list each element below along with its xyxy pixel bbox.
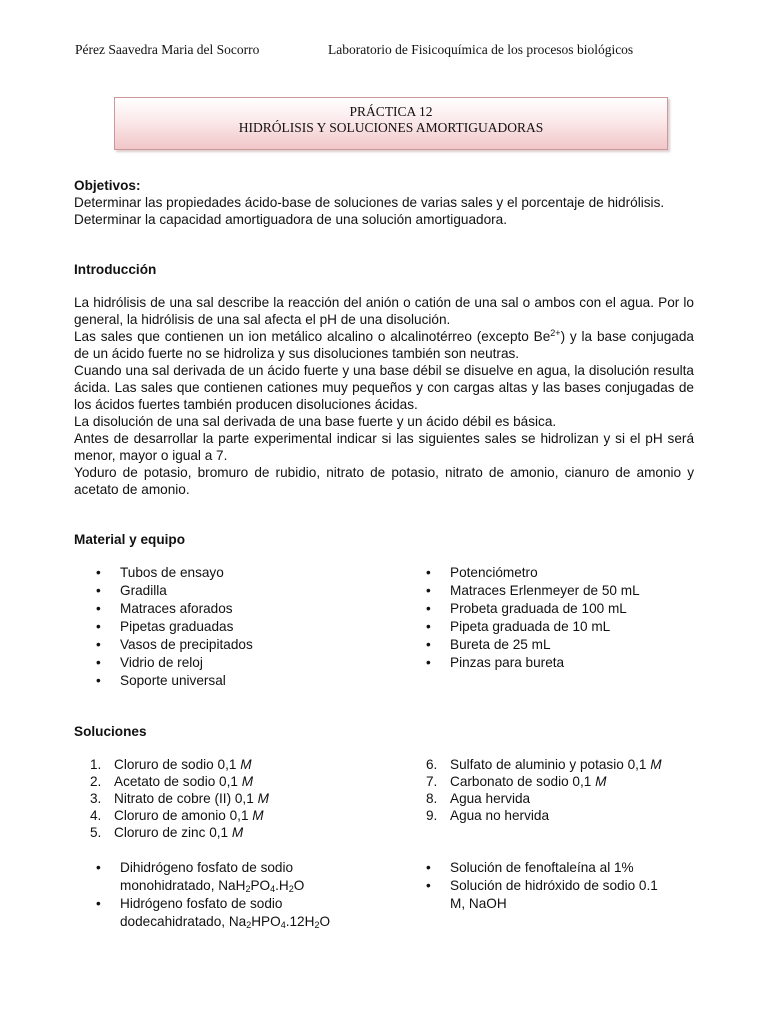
objetivos-heading: Objetivos:	[74, 178, 141, 193]
list-item: • Tubos de ensayo	[96, 565, 224, 580]
list-item: 5. Cloruro de zinc 0,1 M	[90, 825, 244, 840]
list-item: 6. Sulfato de aluminio y potasio 0,1 M	[426, 757, 662, 772]
document-body	[74, 177, 694, 931]
list-item: • Dihidrógeno fosfato de sodio monohidratado, $NaH_2PO_4.H_2O$	[96, 860, 305, 894]
practice-title: HIDRÓLISIS Y SOLUCIONES AMORTIGUADORAS	[238, 120, 544, 135]
list-item: 3. Nitrato de cobre (II) 0,1 M	[90, 791, 269, 806]
practice-number: PRÁCTICA 12	[349, 104, 433, 119]
material-list	[74, 564, 694, 690]
buffer-list-right	[426, 859, 694, 931]
list-item: • Hidrógeno fosfato de sodio dodecahidratado, $Na_2HPO_4.12H_2O$	[96, 896, 331, 930]
list-item: 7. Carbonato de sodio 0,1 M	[426, 774, 607, 789]
introduccion-heading: Introducción	[74, 262, 157, 277]
practice-title-box	[114, 97, 668, 150]
intro-paragraph-2: Las sales que contienen un ion metálico alcalino o alcalinotérreo (excepto $Be^{2+}$) y la base conjugada de un ácido fuerte no se hidroliza y sus disoluciones también son neutras.	[74, 328, 694, 361]
list-item: • Bureta de 25 mL	[426, 637, 551, 652]
list-item: • Matraces Erlenmeyer de 50 mL	[426, 583, 640, 598]
list-item: • Soporte universal	[96, 673, 226, 688]
list-item: • Pipeta graduada de 10 mL	[426, 619, 611, 634]
list-item: 1. Cloruro de sodio 0,1 M	[90, 757, 252, 772]
list-item: • Pinzas para bureta	[426, 655, 565, 670]
intro-paragraph-5: Antes de desarrollar la parte experimental indicar si las siguientes sales se hidrolizan y si el pH será menor, mayor o igual a 7.	[74, 431, 694, 463]
buffer-solutions-list	[74, 859, 694, 931]
lab-name: Laboratorio de Fisicoquímica de los procesos biológicos	[328, 42, 634, 57]
list-item: • Gradilla	[96, 583, 167, 598]
list-item: • Solución de hidróxido de sodio 0.1 M, NaOH	[426, 878, 658, 911]
list-item: 8. Agua hervida	[426, 791, 531, 806]
material-heading: Material y equipo	[74, 532, 186, 547]
list-item: • Probeta graduada de 100 mL	[426, 601, 627, 616]
soluciones-list-right	[426, 756, 694, 841]
list-item: • Vidrio de reloj	[96, 655, 203, 670]
list-item: 2. Acetato de sodio 0,1 M	[90, 774, 254, 789]
objetivo-1: Determinar las propiedades ácido-base de soluciones de varias sales y el porcentaje de hidrólisis.	[74, 195, 665, 210]
intro-paragraph-1: La hidrólisis de una sal describe la reacción del anión o catión de una sal o ambos con el agua. Por lo general, la hidrólisis de una sal afecta el pH de una disolución.	[74, 295, 694, 327]
soluciones-heading: Soluciones	[74, 724, 147, 739]
list-item: • Vasos de precipitados	[96, 637, 253, 652]
buffer-list-left	[74, 859, 426, 931]
material-list-left	[74, 564, 426, 690]
soluciones-list	[74, 756, 694, 841]
intro-paragraph-3: Cuando una sal derivada de un ácido fuerte y una base débil se disuelve en agua, la disolución resulta ácida. Las sales que contienen cationes muy pequeños y con cargas altas y las bases conjugadas de los ácidos fuertes también producen disoluciones ácidas.	[74, 363, 694, 412]
list-item: 9. Agua no hervida	[426, 808, 550, 823]
intro-paragraph-6: Yoduro de potasio, bromuro de rubidio, nitrato de potasio, nitrato de amonio, cianuro de amonio y acetato de amonio.	[74, 465, 694, 497]
list-item: • Matraces aforados	[96, 601, 233, 616]
material-list-right	[426, 564, 694, 690]
list-item: 4. Cloruro de amonio 0,1 M	[90, 808, 264, 823]
intro-paragraph-4: La disolución de una sal derivada de una base fuerte y un ácido débil es básica.	[74, 414, 557, 429]
list-item: • Pipetas graduadas	[96, 619, 234, 634]
author-name: Pérez Saavedra Maria del Socorro	[75, 42, 260, 57]
list-item: • Solución de fenoftaleína al 1%	[426, 860, 634, 875]
list-item: • Potenciómetro	[426, 565, 538, 580]
objetivo-2: Determinar la capacidad amortiguadora de una solución amortiguadora.	[74, 212, 507, 227]
soluciones-list-left	[74, 756, 426, 841]
